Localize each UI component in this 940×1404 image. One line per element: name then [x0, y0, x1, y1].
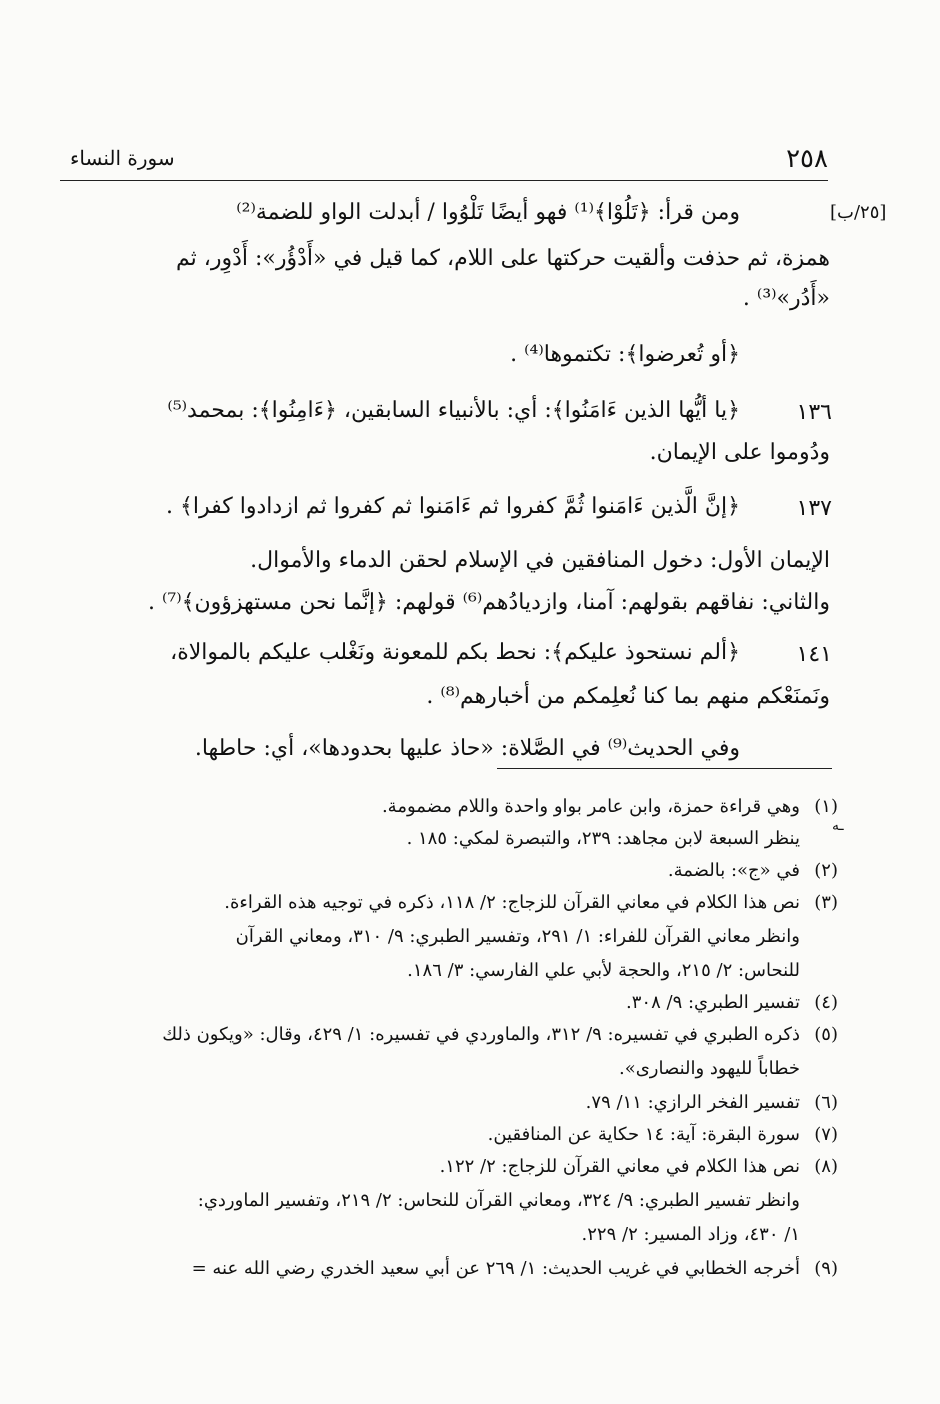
body-line: ﴿إنَّ الَّذين ءَامَنوا ثُمَّ كفروا ثم ءَامَنوا ثم كفروا ثم ازدادوا كفرا﴾ .	[166, 494, 740, 519]
body-line: ﴿أو تُعرضوا﴾: تكتموها⁽⁴⁾ .	[510, 342, 740, 367]
body-line: ﴿يا أيُّها الذين ءَامَنُوا﴾: أي: بالأنبياء السابقين، ﴿ءَامِنُوا﴾: بمحمد⁽⁵⁾	[167, 398, 740, 423]
footnote-line: ينظر السبعة لابن مجاهد: ٢٣٩، والتبصرة لمكي: ١٨٥ .	[406, 828, 800, 849]
manuscript-folio-ref: [٢٥/ب]	[830, 202, 887, 223]
footnote-number: (١)	[814, 796, 838, 817]
footnote-line: وهي قراءة حمزة، وابن عامر بواو واحدة واللام مضمومة.	[381, 796, 800, 817]
body-line: «أَدُر»⁽³⁾ .	[742, 286, 830, 311]
footnote-number: (٤)	[814, 992, 838, 1013]
body-line: وفي الحديث⁽⁹⁾ في الصَّلاة: «حاذ عليها بحدودها»، أي: حاطها.	[194, 736, 740, 761]
footnote-line: سورة البقرة: آية: ١٤ حكاية عن المنافقين.	[487, 1124, 800, 1145]
surah-title: سورة النساء	[70, 146, 175, 170]
verse-number: ١٣٦	[796, 400, 832, 425]
body-line: والثاني: نفاقهم بقولهم: آمنا، وازديادُهم⁽⁶⁾ قولهم: ﴿إنَّما نحن مستهزؤون﴾⁽⁷⁾ .	[147, 590, 830, 615]
footnote-number: (٣)	[814, 892, 838, 913]
body-line: ونَمنَعْكم منهم بما كنا نُعلِمكم من أخبارهم⁽⁸⁾ .	[426, 684, 830, 709]
body-line: ومن قرأ: ﴿تَلُوْا﴾⁽¹⁾ فهو أيضًا تَلْوُوا / أبدلت الواو للضمة⁽²⁾	[236, 200, 740, 225]
verse-number: ١٣٧	[796, 496, 832, 521]
body-line: ودُوموا على الإيمان.	[649, 440, 830, 465]
body-line: الإيمان الأول: دخول المنافقين في الإسلام لحقن الدماء والأموال.	[250, 548, 830, 573]
footnote-number: (٦)	[814, 1092, 838, 1113]
footnote-line: تفسير الطبري: ٩/ ٣٠٨.	[626, 992, 800, 1013]
page-number: ٢٥٨	[786, 144, 828, 174]
footnote-line: نص هذا الكلام في معاني القرآن للزجاج: ٢/ ١١٨، ذكره في توجيه هذه القراءة.	[224, 892, 800, 913]
body-line: همزة، ثم حذفت وألقيت حركتها على اللام، كما قيل في «أَدْؤُر»: أَدْوِر، ثم	[175, 246, 830, 271]
verse-number: ١٤١	[796, 642, 832, 667]
footnote-line: تفسير الفخر الرازي: ١١/ ٧٩.	[585, 1092, 800, 1113]
footnote-number: (٩)	[814, 1258, 838, 1279]
footnote-line: ذكره الطبري في تفسيره: ٩/ ٣١٢، والماوردي في تفسيره: ١/ ٤٢٩، وقال: «ويكون ذلك	[162, 1024, 800, 1045]
footnote-number: (٧)	[814, 1124, 838, 1145]
footnote-line: نص هذا الكلام في معاني القرآن للزجاج: ٢/ ١٢٢.	[439, 1156, 800, 1177]
footnote-line: أخرجه الخطابي في غريب الحديث: ١/ ٢٦٩ عن أبي سعيد الخدري رضي الله عنه =	[191, 1258, 800, 1279]
footnote-line: للنحاس: ٢/ ٢١٥، والحجة لأبي علي الفارسي: ٣/ ١٨٦.	[407, 960, 800, 981]
body-line: ﴿ألم نستحوذ عليكم﴾: نحط بكم للمعونة ونَغْلب عليكم بالموالاة،	[170, 640, 740, 665]
footnote-line: خطاباً لليهود والنصارى».	[618, 1058, 800, 1079]
footnote-line: وانظر معاني القرآن للفراء: ١/ ٢٩١، وتفسير الطبري: ٩/ ٣١٠، ومعاني القرآن	[235, 926, 800, 947]
page-header	[60, 140, 828, 181]
footnote-number: (٨)	[814, 1156, 838, 1177]
footnote-divider	[497, 768, 832, 769]
footnote-number: (٢)	[814, 860, 838, 881]
footnote-number: (٥)	[814, 1024, 838, 1045]
footnote-line: وانظر تفسير الطبري: ٩/ ٣٢٤، ومعاني القرآن للنحاس: ٢/ ٢١٩، وتفسير الماوردي:	[197, 1190, 800, 1211]
footnote-line: في «ج»: بالضمة.	[667, 860, 800, 881]
margin-mark: ـه	[832, 818, 844, 834]
footnote-line: ١/ ٤٣٠، وزاد المسير: ٢/ ٢٢٩.	[581, 1224, 800, 1245]
